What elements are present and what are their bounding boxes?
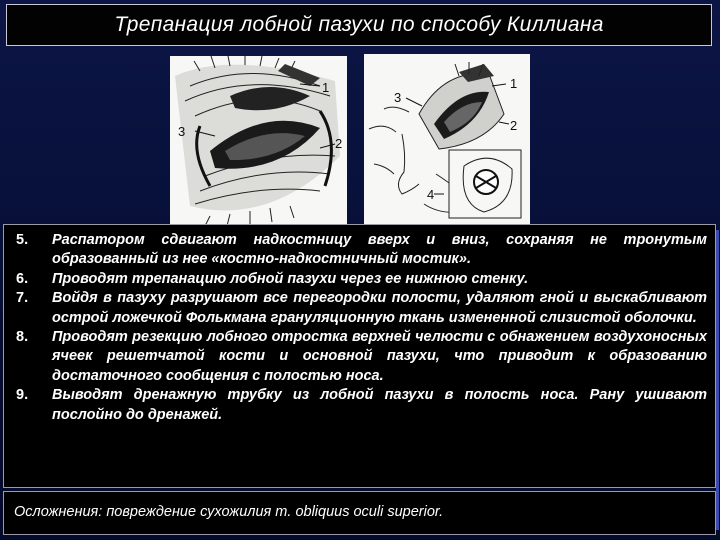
steps-panel: [3, 224, 716, 488]
step-text: Распатором сдвигают надкостницу вверх и вниз, сохраняя не тронутым образованный из нее «костно-надкостничный мостик».: [52, 232, 707, 268]
step-number: 6.: [16, 270, 29, 287]
step-text: Войдя в пазуху разрушают все перегородки полости, удаляют гной и выскабливают острой ложечкой Фолькмана грануляционную ткань измененной слизистой оболочки.: [52, 290, 707, 326]
figure2-label-3: 3: [394, 90, 402, 105]
step-text: Выводят дренажную трубку из лобной пазухи в полость носа. Рану ушивают послойно до дренажей.: [52, 387, 707, 423]
surgical-drawing-right: [364, 54, 530, 226]
surgical-illustration-right: [364, 54, 530, 226]
decorative-accent-bar: [716, 230, 719, 530]
step-number: 7.: [16, 290, 29, 307]
list-item: [16, 328, 707, 386]
step-number: 5.: [16, 232, 29, 248]
step-text: Проводят трепанацию лобной пазухи через ее нижнюю стенку.: [52, 270, 529, 287]
complications-box: [3, 491, 716, 535]
step-number: 8.: [16, 329, 29, 346]
figure1-label-1: 1: [322, 80, 330, 95]
figure1-label-2: 2: [335, 136, 343, 151]
list-item: [16, 386, 707, 425]
figure2-label-4: 4: [427, 187, 435, 202]
steps-list: [16, 231, 707, 425]
slide-title: Трепанация лобной пазухи по способу Киллиана: [114, 13, 604, 36]
list-item: [16, 289, 707, 328]
figure1-label-3: 3: [178, 124, 186, 139]
figure2-label-1: 1: [510, 76, 518, 91]
step-text: Проводят резекцию лобного отростка верхней челюсти с обнажением воздухоносных ячеек решетчатой кости и основной пазухи, что приводит к образованию достаточного сообщения с полостью носа.: [52, 329, 707, 384]
surgical-drawing-left: [170, 56, 347, 226]
complications-text: Осложнения: повреждение сухожилия m. obliquus oculi superior.: [14, 504, 444, 520]
surgical-illustration-left: [170, 56, 347, 226]
figure2-label-2: 2: [510, 118, 518, 133]
step-number: 9.: [16, 387, 29, 404]
title-box: [6, 4, 712, 46]
list-item: [16, 270, 707, 289]
list-item: [16, 231, 707, 270]
